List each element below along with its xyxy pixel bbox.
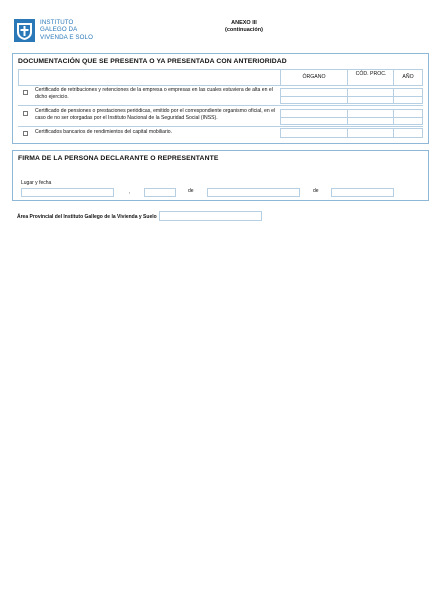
row-3-checkbox[interactable] [23,131,28,136]
annex-subtitle: (continuación) [225,27,263,33]
documentation-section [12,53,429,144]
institution-name-line-3: VIVENDA E SOLO [40,33,93,41]
row-2-text: Certificado de pensiones o prestaciones periódicas, emitido por el correspondiente organismo oficial, en el caso de no ser otorgadas por el Instituto Nacional de la Seguridad Social (INSS). [35,108,276,122]
day-field[interactable] [144,188,176,197]
provincial-area-field[interactable] [159,211,262,221]
row-1-text: Certificado de retribuciones y retenciones de la empresa o empresas en las cuales estuviera de alta en el dicho ejercicio. [35,87,273,101]
annex-title: ANEXO III [231,20,257,26]
documentation-title: DOCUMENTACIÓN QUE SE PRESENTA O YA PRESENTADA CON ANTERIORIDAD [18,58,287,65]
row-1-ano-field-2[interactable] [393,96,423,104]
row-2-organo-field-2[interactable] [280,117,348,125]
row-1-organo-field-2[interactable] [280,96,348,104]
row-3-organo-field[interactable] [280,128,348,138]
column-header-ano: AÑO [402,74,414,80]
row-3-text: Certificados bancarios de rendimientos del capital mobiliario. [35,129,173,135]
row-1-checkbox[interactable] [23,90,28,95]
institution-name [40,19,93,41]
description-header-cell [18,69,281,86]
row-2-checkbox[interactable] [23,111,28,116]
row-2-cod-proc-field-2[interactable] [347,117,394,125]
institution-name-line-1: INSTITUTO [40,19,74,26]
comma-separator: , [129,189,131,195]
month-field[interactable] [207,188,300,197]
row-2-ano-field-2[interactable] [393,117,423,125]
signature-title: FIRMA DE LA PERSONA DECLARANTE O REPRESENTANTE [18,155,219,162]
column-header-organo: ÓRGANO [302,74,326,80]
place-field[interactable] [21,188,114,197]
row-3-cod-proc-field[interactable] [347,128,394,138]
galicia-emblem-icon [14,19,35,42]
de-label-1: de [188,188,194,194]
annex-heading [210,20,278,34]
year-field[interactable] [331,188,394,197]
row-3-ano-field[interactable] [393,128,423,138]
row-1-cod-proc-field-2[interactable] [347,96,394,104]
provincial-area-label: Área Provincial del Instituto Gallego de la Vivienda y Suelo [17,214,157,220]
place-date-label: Lugar y fecha [21,180,52,186]
row-divider [18,105,423,106]
institution-name-line-2: GALEGO DA [40,26,78,34]
signature-section [12,150,429,201]
institution-logo [14,19,93,42]
column-header-cod-proc: CÓD. PROC. [355,71,387,77]
row-divider [18,126,423,127]
de-label-2: de [313,188,319,194]
